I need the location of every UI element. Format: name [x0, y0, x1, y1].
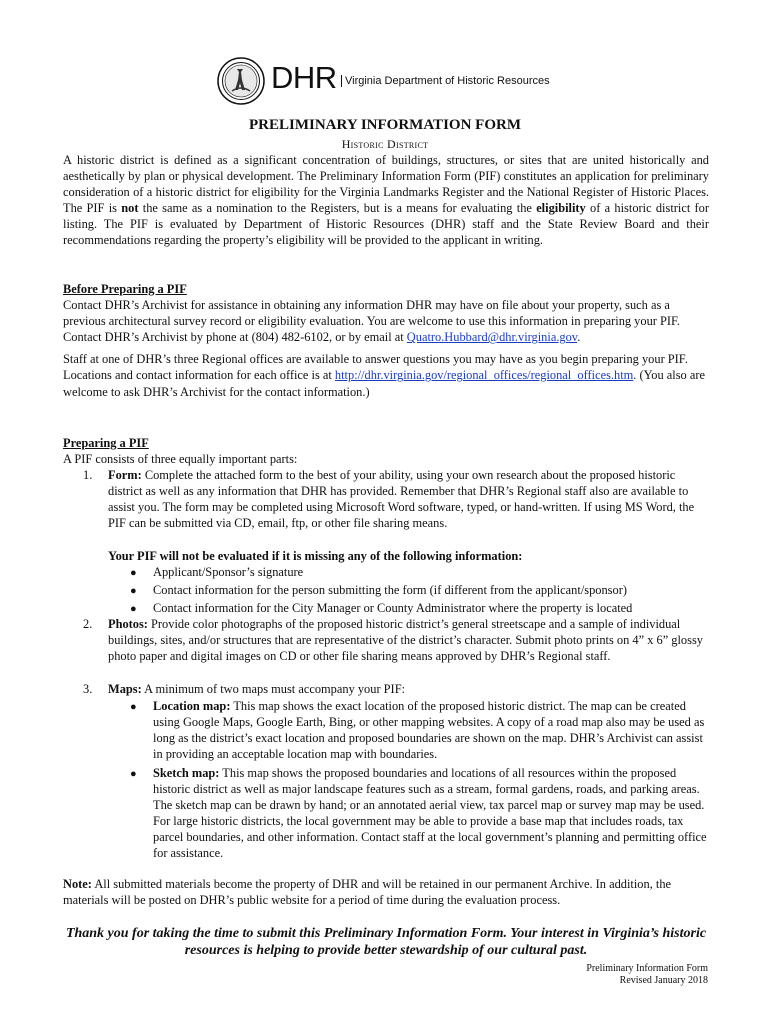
- preparing-heading: Preparing a PIF: [63, 436, 149, 450]
- page-footer: [586, 963, 708, 987]
- archivist-email-link[interactable]: Quatro.Hubbard@dhr.virginia.gov: [406, 330, 578, 345]
- thank-you-message: Thank you for taking the time to submit this Preliminary Information Form. Your interest in Virginia’s historic resources is helping to provide better stewardship of our cultural past.: [65, 926, 707, 958]
- item-number: 1.: [83, 468, 93, 482]
- required-info-item: Contact information for the City Manager or County Administrator where the property is located: [153, 601, 633, 615]
- page-header: [217, 57, 557, 107]
- archivist-paragraph: Contact DHR’s Archivist for assistance in obtaining any information DHR may have on file about your property, such as a previous architectural survey record or eligibility evaluation. You are welcome to use this information in preparing your PIF. Contact DHR’s Archivist by phone at (804) 482-6102, or by email at Quatro.Hubbard@dhr.virginia.gov.: [63, 298, 681, 345]
- footer-form-name: Preliminary Information Form: [586, 963, 708, 974]
- required-info-item: Contact information for the person submitting the form (if different from the applicant/sponsor): [153, 583, 627, 597]
- location-map-item: Location map: This map shows the exact location of the proposed historic district. The map can be created using Google Maps, Google Earth, Bing, or other mapping websites. A copy of a road map also may be used as long as the district’s exact location and proposed boundaries are shown on the map. DHR’s Archivist can assist in providing an acceptable location map with boundaries.: [153, 699, 705, 762]
- bullet-icon: ●: [130, 701, 137, 713]
- regional-paragraph: Staff at one of DHR’s three Regional offices are available to answer questions you may have as you begin preparing your PIF. Locations and contact information for each office is at http://dhr.virginia.gov/regional_offices/regional_offices.htm. (You also are welcome to ask DHR’s Archivist for the contact information.): [63, 352, 705, 399]
- photos-item: Photos: Provide color photographs of the proposed historic district’s general streetscape and a sample of individual buildings, sites, and/or structures that are representative of the district’s character. Submit photo prints on 4” x 6” glossy photo paper and digital images on CD or other file sharing means approved by DHR’s Regional staff.: [108, 617, 703, 664]
- note-paragraph: Note: All submitted materials become the property of DHR and will be retained in our permanent Archive. In addition, the materials will be posted on DHR’s public website for a period of time during the evaluation process.: [63, 877, 672, 908]
- footer-revision: Revised January 2018: [619, 975, 708, 986]
- preparing-section: [63, 435, 709, 875]
- org-full-name: Virginia Department of Historic Resources: [341, 75, 550, 87]
- required-info-item: Applicant/Sponsor’s signature: [153, 565, 304, 579]
- item-number: 3.: [83, 682, 93, 696]
- regional-offices-link[interactable]: http://dhr.virginia.gov/regional_offices/regional_offices.htm: [334, 368, 634, 383]
- before-heading: Before Preparing a PIF: [63, 282, 187, 296]
- maps-item: Maps: A minimum of two maps must accompany your PIF:: [108, 682, 406, 696]
- form-title: PRELIMINARY INFORMATION FORM: [249, 117, 521, 133]
- sketch-map-item: Sketch map: This map shows the proposed boundaries and locations of all resources within the proposed historic district as well as major landscape features such as a stream, formal gardens, roads, and parking areas. The sketch map can be drawn by hand; or an annotated aerial view, tax parcel map or survey map may be used. For large historic districts, the local government may be able to provide a base map that includes roads, tax parcel boundaries, and other information. Contact staff at the local government’s planning and permitting office for assistance.: [153, 766, 707, 861]
- bullet-icon: ●: [130, 585, 137, 597]
- form-subtitle: Historic District: [341, 137, 429, 151]
- bullet-icon: ●: [130, 603, 137, 615]
- org-short-name: DHR: [271, 60, 337, 95]
- bullet-icon: ●: [130, 768, 137, 780]
- preparing-lead: A PIF consists of three equally important parts:: [63, 452, 298, 467]
- form-item: Form: Complete the attached form to the best of your ability, using your own research about the proposed historic district as well as any information that DHR has provided. Remember that DHR’s Regional staff also are available to assist you. The form may be completed using Microsoft Word software, typed, or hand-written. If using MS Word, the PIF can be submitted via CD, email, ftp, or other file sharing means.: [108, 468, 695, 531]
- missing-info-warning: Your PIF will not be evaluated if it is missing any of the following information:: [108, 549, 523, 563]
- intro-paragraph: A historic district is defined as a significant concentration of buildings, structures, or sites that are united historically and aesthetically by plan or physical development. The Preliminary Information Form (PIF) constitutes an application for preliminary consideration of a historic district for eligibility for the Virginia Landmarks Register and the National Register of Historic Places. The PIF is not the same as a nomination to the Registers, but is a means for evaluating the eligibility of a historic district for listing. The PIF is evaluated by Department of Historic Resources (DHR) staff and the State Review Board and their recommendations regarding the property’s eligibility will be provided to the applicant in writing.: [63, 153, 709, 248]
- virginia-seal-logo: [217, 57, 265, 105]
- item-number: 2.: [83, 617, 93, 631]
- before-section: [63, 281, 709, 400]
- bullet-icon: ●: [130, 567, 137, 579]
